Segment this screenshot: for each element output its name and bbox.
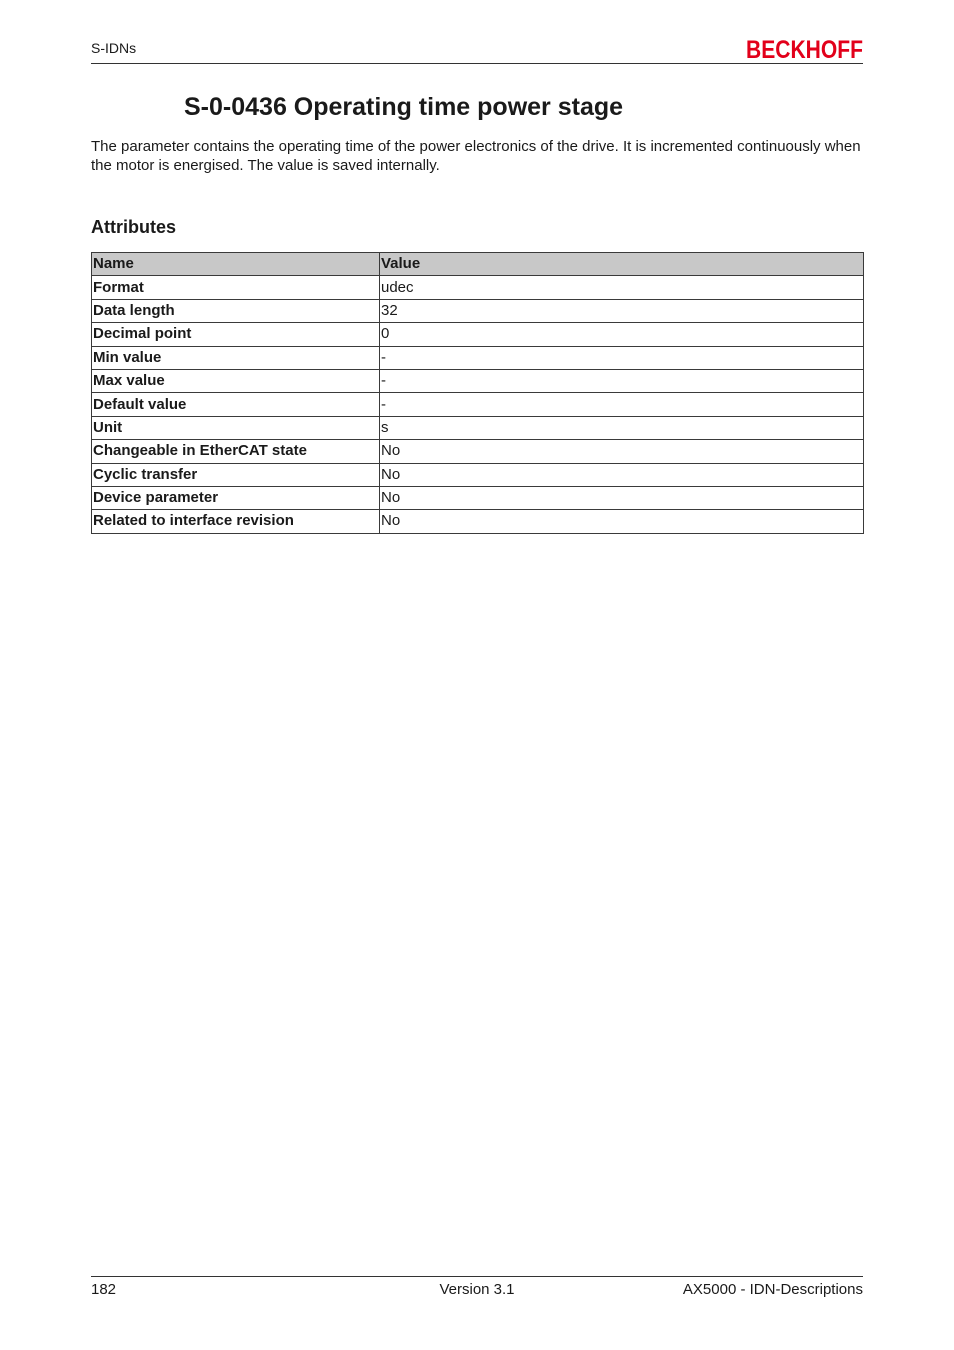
section-label: S-IDNs [91, 40, 137, 56]
attribute-name: Changeable in EtherCAT state [92, 440, 380, 463]
svg-text:BECKHOFF: BECKHOFF [746, 36, 863, 64]
table-row [92, 369, 864, 392]
attribute-value: s [380, 416, 864, 439]
table-row [92, 440, 864, 463]
attribute-value: No [380, 440, 864, 463]
table-row [92, 463, 864, 486]
attribute-value: No [380, 510, 864, 533]
attribute-name: Max value [92, 369, 380, 392]
table-row [92, 510, 864, 533]
attribute-name: Min value [92, 346, 380, 369]
attribute-value: udec [380, 276, 864, 299]
attribute-name: Default value [92, 393, 380, 416]
attributes-heading: Attributes [91, 217, 176, 237]
column-header-name: Name [92, 253, 380, 276]
table-row [92, 393, 864, 416]
table-row [92, 346, 864, 369]
column-header-value: Value [380, 253, 864, 276]
attribute-value: No [380, 463, 864, 486]
beckhoff-logo [745, 32, 865, 62]
attribute-name: Cyclic transfer [92, 463, 380, 486]
attribute-value: 32 [380, 299, 864, 322]
document-name: AX5000 - IDN-Descriptions [682, 1281, 863, 1298]
attribute-name: Device parameter [92, 486, 380, 509]
attributes-table [91, 252, 864, 534]
table-row [92, 276, 864, 299]
attribute-name: Decimal point [92, 323, 380, 346]
attribute-name: Unit [92, 416, 380, 439]
attribute-name: Format [92, 276, 380, 299]
header-divider [91, 63, 863, 64]
attribute-value: - [380, 369, 864, 392]
attribute-value: No [380, 486, 864, 509]
table-header-row [92, 253, 864, 276]
table-row [92, 299, 864, 322]
page-number: 182 [91, 1281, 117, 1298]
document-version: Version 3.1 [439, 1281, 515, 1298]
attribute-value: - [380, 346, 864, 369]
footer-divider [91, 1276, 863, 1277]
table-row [92, 323, 864, 346]
attribute-name: Related to interface revision [92, 510, 380, 533]
attribute-name: Data length [92, 299, 380, 322]
parameter-description: The parameter contains the operating time of the power electronics of the drive. It is incremented continuously when the motor is energised. The value is saved internally. [91, 138, 861, 174]
attribute-value: - [380, 393, 864, 416]
table-row [92, 416, 864, 439]
table-row [92, 486, 864, 509]
attribute-value: 0 [380, 323, 864, 346]
page-title: S-0-0436 Operating time power stage [184, 93, 624, 121]
